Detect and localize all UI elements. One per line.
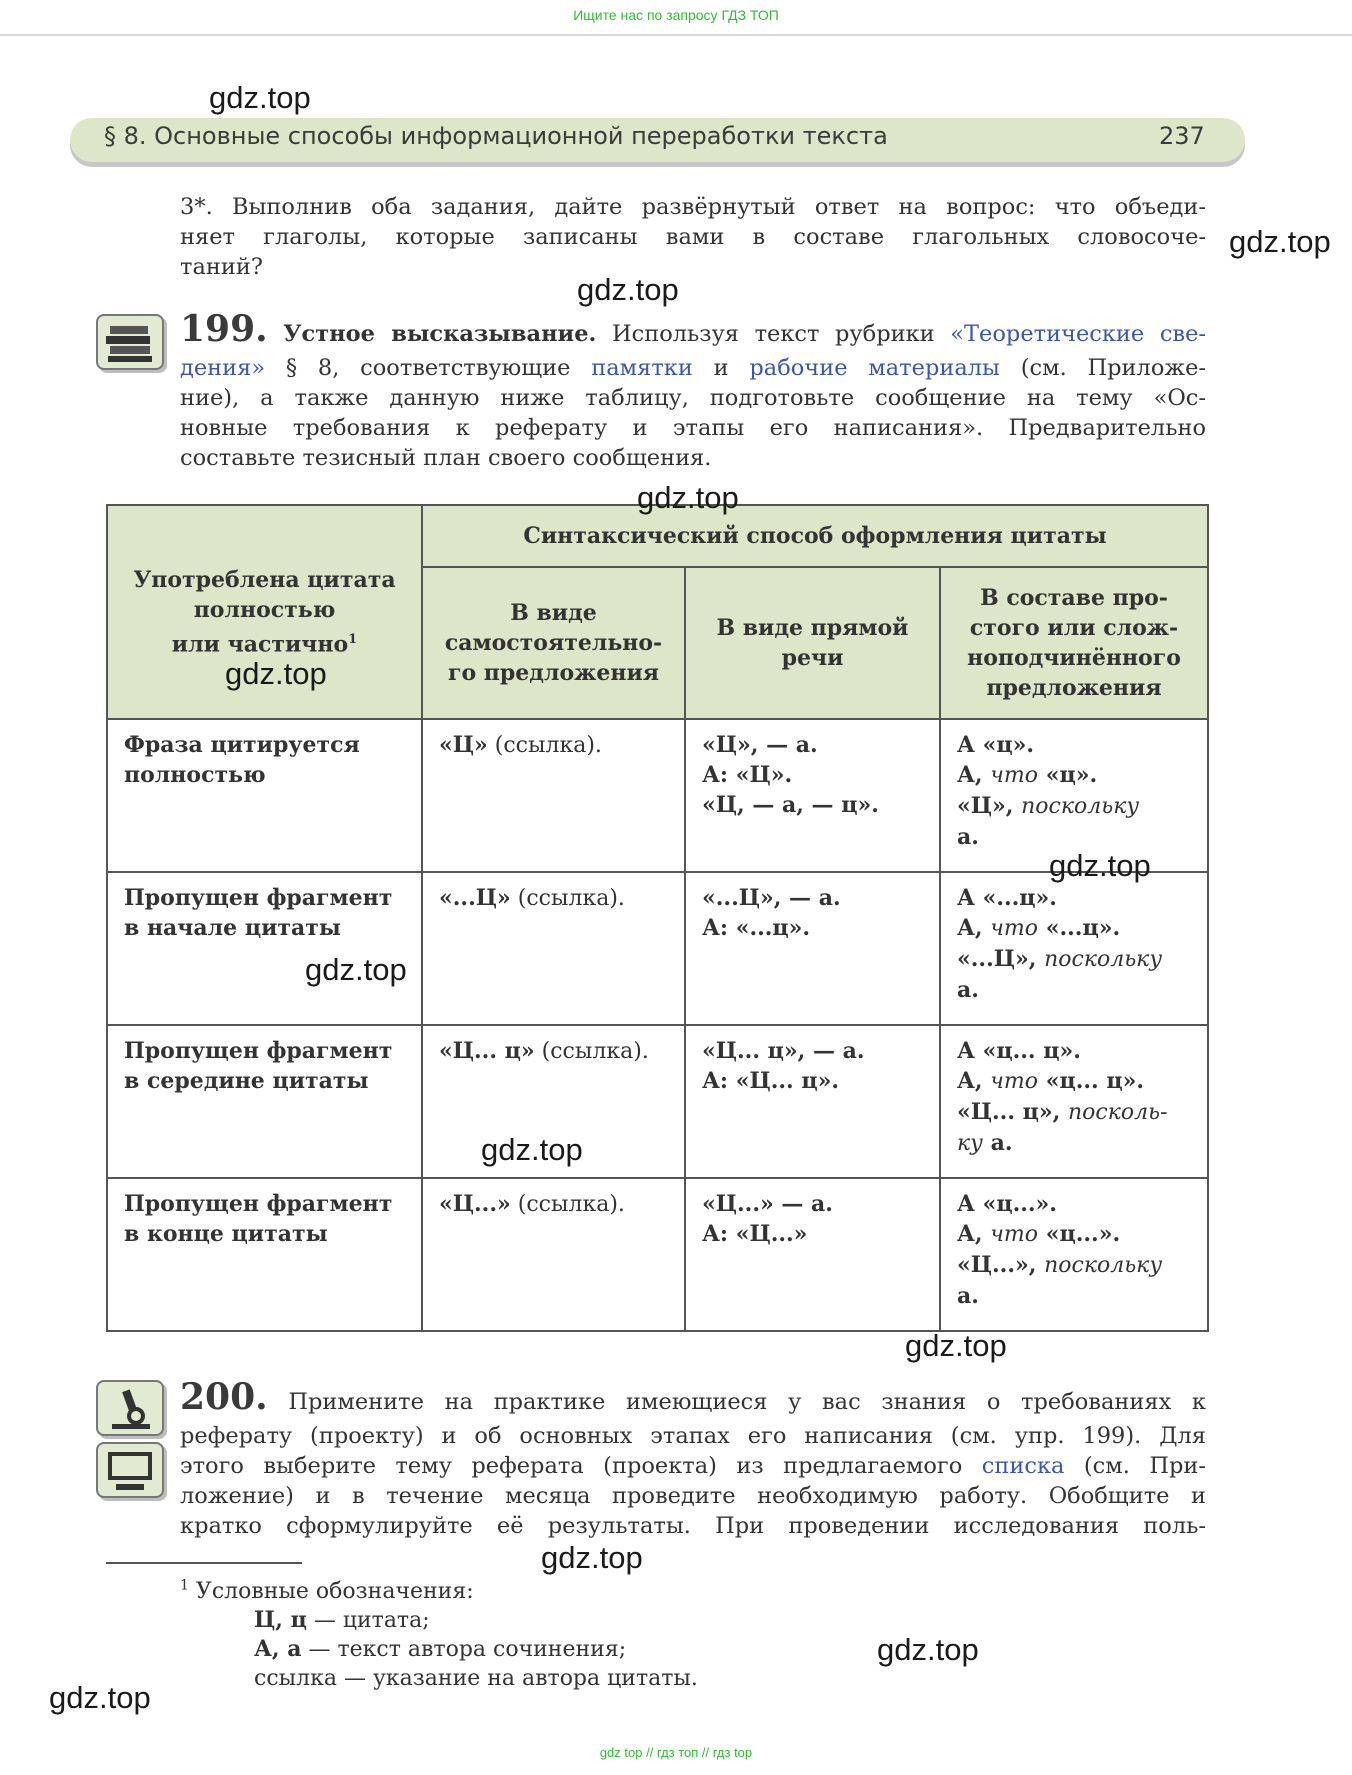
exercise-line: кратко сформулируйте её результаты. При проведении исследования поль- bbox=[180, 1513, 1206, 1539]
header-text: стого или слож- bbox=[969, 615, 1179, 641]
cell-compound: А «ц». А, что «ц». «Ц», поскольку а. bbox=[940, 719, 1208, 872]
header-text: В составе про- bbox=[980, 585, 1168, 611]
header-text: В виде прямой bbox=[716, 615, 909, 641]
row-label: Фраза цитируется полностью bbox=[107, 719, 422, 872]
exercise-number: 200. bbox=[180, 1376, 268, 1418]
header-text: го предложения bbox=[447, 660, 660, 686]
exercise-line: ложение) и в течение месяца проведите необходимую работу. Обобщите и bbox=[180, 1483, 1206, 1509]
exercise-line: составьте тезисный план своего сообщения. bbox=[180, 445, 712, 471]
row-label: Пропущен фрагмент в конце цитаты bbox=[107, 1178, 422, 1331]
watermark-text: gdz.top bbox=[305, 952, 407, 987]
cell-independent: «Ц...» (ссылка). bbox=[422, 1178, 685, 1331]
cell-direct: «Ц», — а. А: «Ц». «Ц, — а, — ц». bbox=[685, 719, 940, 872]
cell-compound: А «...ц». А, что «...ц». «...Ц», поскольку а. bbox=[940, 872, 1208, 1025]
table-header-compound bbox=[940, 567, 1208, 719]
watermark-text: gdz.top bbox=[209, 80, 311, 115]
books-icon bbox=[96, 314, 164, 370]
task-3 bbox=[180, 192, 1206, 282]
footnote-title: Условные обозначения: bbox=[195, 1579, 474, 1605]
header-text: предложения bbox=[986, 675, 1162, 701]
exercise-line: новные требования к реферату и этапы его написания». Предварительно bbox=[180, 415, 1206, 441]
cell-compound: А «ц...». А, что «ц...». «Ц...», поскольку а. bbox=[940, 1178, 1208, 1331]
watermark-text: gdz.top bbox=[225, 656, 327, 691]
exercise-line: ние), а также данную ниже таблицу, подготовьте сообщение на тему «Ос- bbox=[180, 385, 1206, 411]
row-label: Пропущен фрагмент в начале цитаты bbox=[107, 872, 422, 1025]
header-text: ноподчинённого bbox=[967, 645, 1181, 671]
page-number: 237 bbox=[1159, 122, 1205, 150]
watermark-text: gdz.top bbox=[577, 272, 679, 307]
top-banner bbox=[0, 0, 1352, 36]
footnote-marker: 1 bbox=[180, 1578, 189, 1594]
table-row bbox=[107, 1178, 1208, 1331]
watermark-text: gdz.top bbox=[1229, 224, 1331, 259]
topics-list-link[interactable]: списка bbox=[981, 1453, 1065, 1479]
exercise-text: (см. При- bbox=[1083, 1453, 1207, 1479]
header-text: В виде bbox=[510, 600, 597, 626]
watermark-text: gdz.top bbox=[877, 1632, 979, 1667]
section-title: § 8. Основные способы информационной переработки текста bbox=[104, 122, 888, 150]
computer-icon bbox=[96, 1442, 164, 1498]
watermark-text: gdz.top bbox=[481, 1132, 583, 1167]
header-text: или частично bbox=[171, 631, 349, 658]
materials-link[interactable]: рабочие материалы bbox=[749, 355, 1000, 381]
exercise-heading: Устное высказывание. bbox=[283, 321, 597, 347]
exercise-text: Используя текст рубрики bbox=[611, 321, 935, 347]
exercise-text: этого выберите тему реферата (проекта) из предлагаемого bbox=[180, 1453, 963, 1479]
table-row bbox=[107, 872, 1208, 1025]
theory-link[interactable]: «Теоретические све- bbox=[950, 321, 1207, 347]
header-text: полностью bbox=[193, 596, 336, 623]
bottom-banner: gdz top // гдз топ // гдз top bbox=[599, 1745, 753, 1760]
table-header-group: Синтаксический способ оформления цитаты bbox=[422, 505, 1208, 567]
task-3-line: няет глаголы, которые записаны вами в составе глагольных словосоче- bbox=[180, 224, 1206, 250]
footnote-divider bbox=[106, 1562, 302, 1564]
watermark-text: gdz.top bbox=[1049, 848, 1151, 883]
footnote: $^1$ Условные обозначения: Ц, ц — цитата; А, а — текст автора сочинения; ссылка — указание на автора цитаты. bbox=[180, 1578, 698, 1692]
table-row bbox=[107, 719, 1208, 872]
watermark-text: gdz.top bbox=[541, 1540, 643, 1575]
task-3-line: таний? bbox=[180, 254, 263, 280]
exercise-text: Примените на практике имеющиеся у вас знания о требованиях к bbox=[288, 1389, 1206, 1415]
microscope-icon bbox=[96, 1380, 164, 1436]
exercise-text: § 8, соответствующие bbox=[285, 355, 571, 381]
row-label: Пропущен фрагмент в середине цитаты bbox=[107, 1025, 422, 1178]
cell-independent: «Ц... ц» (ссылка). bbox=[422, 1025, 685, 1178]
quotation-table bbox=[106, 504, 1209, 1332]
exercise-line: реферату (проекту) и об основных этапах его написания (см. упр. 199). Для bbox=[180, 1423, 1206, 1449]
cell-compound: А «ц... ц». А, что «ц... ц». «Ц... ц», посколь- ку а. bbox=[940, 1025, 1208, 1178]
cell-direct: «...Ц», — а. А: «...ц». bbox=[685, 872, 940, 1025]
memo-link[interactable]: памятки bbox=[591, 355, 693, 381]
exercise-text: и bbox=[713, 355, 729, 381]
footnote-line: ссылка — указание на автора цитаты. bbox=[254, 1666, 698, 1692]
cell-independent: «Ц» (ссылка). bbox=[422, 719, 685, 872]
watermark-text: gdz.top bbox=[49, 1680, 151, 1715]
exercise-number: 199. bbox=[180, 308, 268, 350]
cell-direct: «Ц...» — а. А: «Ц...» bbox=[685, 1178, 940, 1331]
watermark-text: gdz.top bbox=[905, 1328, 1007, 1363]
cell-direct: «Ц... ц», — а. А: «Ц... ц». bbox=[685, 1025, 940, 1178]
exercise-text: (см. Приложе- bbox=[1020, 355, 1207, 381]
top-banner-text: Ищите нас по запросу ГДЗ ТОП bbox=[573, 7, 779, 23]
header-text: речи bbox=[781, 645, 844, 671]
header-text: самостоятельно- bbox=[444, 630, 663, 656]
header-text: Употреблена цитата bbox=[133, 566, 396, 593]
exercise-199 bbox=[180, 310, 1206, 473]
watermark-text: gdz.top bbox=[637, 480, 739, 515]
table-header-direct-speech bbox=[685, 567, 940, 719]
theory-link-cont[interactable]: дения» bbox=[180, 355, 266, 381]
task-3-line: 3*. Выполнив оба задания, дайте развёрнутый ответ на вопрос: что объеди- bbox=[180, 194, 1206, 220]
cell-independent: «...Ц» (ссылка). bbox=[422, 872, 685, 1025]
table-header-independent bbox=[422, 567, 685, 719]
exercise-200 bbox=[180, 1378, 1206, 1541]
footnote-ref: 1 bbox=[348, 631, 358, 647]
table-row bbox=[107, 1025, 1208, 1178]
